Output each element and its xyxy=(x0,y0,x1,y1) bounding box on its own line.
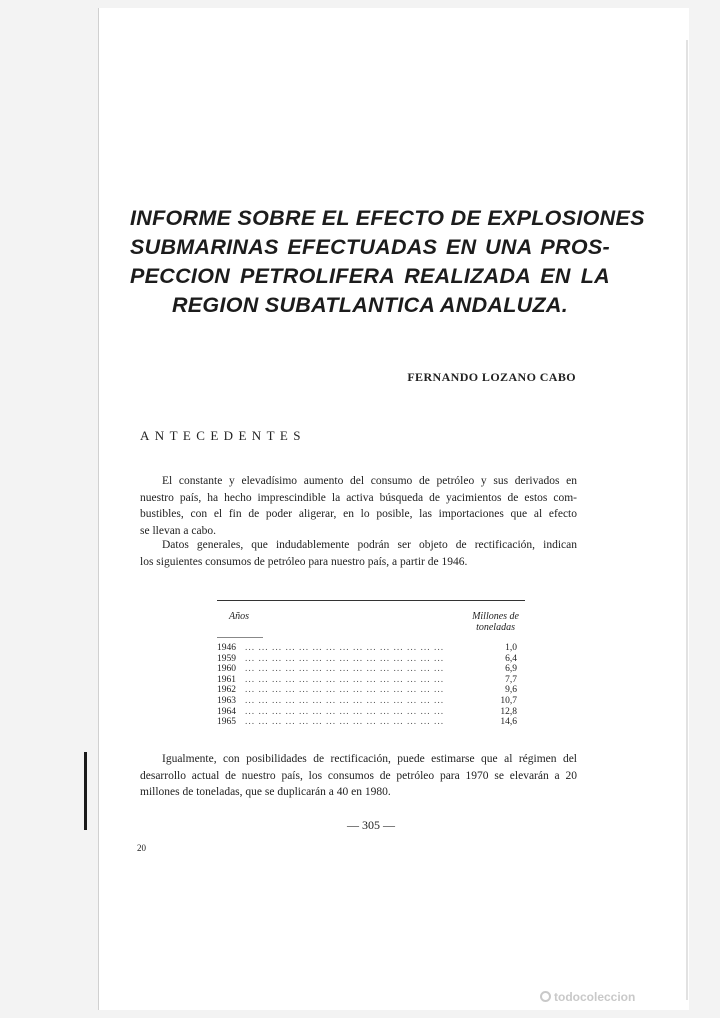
row-value: 1,0 xyxy=(505,643,517,653)
paragraph-line: Datos generales, que indudablemente podrán ser objeto de rectificación, indican xyxy=(162,539,577,551)
header-years: Años xyxy=(229,611,249,622)
section-heading: ANTECEDENTES xyxy=(140,428,306,443)
row-value: 6,9 xyxy=(505,664,517,675)
row-year: 1960 xyxy=(217,664,236,675)
row-value: 14,6 xyxy=(500,717,517,728)
row-leader-dots: ... ... ... ... ... ... ... ... ... ... ... ... ... ... ... xyxy=(245,664,445,675)
page-edge xyxy=(686,40,688,1000)
header-values xyxy=(472,611,519,633)
table-row xyxy=(217,696,525,707)
binding-mark xyxy=(84,752,87,830)
header-underline xyxy=(217,637,263,638)
watermark xyxy=(540,990,635,1004)
row-year: 1959 xyxy=(217,653,236,664)
row-year: 1962 xyxy=(217,685,236,696)
watermark-text: todocoleccion xyxy=(554,990,636,1004)
row-leader-dots: ... ... ... ... ... ... ... ... ... ... ... ... ... ... ... xyxy=(245,653,445,664)
row-year: 1965 xyxy=(217,717,236,728)
title-line: SUBMARINAS EFECTUADAS EN UNA PROS- xyxy=(130,235,610,259)
row-leader-dots: ... ... ... ... ... ... ... ... ... ... ... ... ... ... ... xyxy=(245,674,445,685)
paragraph-forecast xyxy=(140,751,577,801)
table-row xyxy=(217,685,525,696)
header-values-line: Millones de xyxy=(472,611,519,622)
margin-number: 20 xyxy=(137,843,146,853)
paragraph-line: nuestro país, ha hecho imprescindible la activa búsqueda de yacimientos de estos com- xyxy=(140,491,577,504)
document-title xyxy=(130,204,645,320)
row-value: 12,8 xyxy=(500,706,517,717)
row-leader-dots: ... ... ... ... ... ... ... ... ... ... ... ... ... ... ... xyxy=(245,685,445,696)
row-leader-dots: ... ... ... ... ... ... ... ... ... ... ... ... ... ... ... xyxy=(245,706,445,717)
row-leader-dots: ... ... ... ... ... ... ... ... ... ... ... ... ... ... ... xyxy=(245,717,445,728)
row-value: 9,6 xyxy=(505,685,517,696)
row-year: 1964 xyxy=(217,706,236,717)
row-value: 10,7 xyxy=(500,695,517,706)
row-year: 1963 xyxy=(217,695,236,706)
table-body xyxy=(217,643,525,728)
paragraph-line: bustibles, con el fin de poder aligerar, en lo posible, las importaciones que al efecto xyxy=(140,508,577,520)
title-line: REGION SUBATLANTICA ANDALUZA. xyxy=(171,293,569,317)
paragraph-line: El constante y elevadísimo aumento del consumo de petróleo y sus derivados en xyxy=(162,475,577,487)
paragraph-line: los siguientes consumos de petróleo para nuestro país, a partir de 1946. xyxy=(140,555,468,568)
table-row xyxy=(217,664,525,675)
table-row xyxy=(217,654,525,665)
header-values-line: toneladas xyxy=(476,622,515,633)
row-value: 6,4 xyxy=(505,653,517,664)
row-year: 1946 xyxy=(217,643,236,653)
row-leader-dots: ... ... ... ... ... ... ... ... ... ... ... ... ... ... ... xyxy=(245,695,445,706)
author-name: FERNANDO LOZANO CABO xyxy=(407,370,576,384)
watermark-logo-icon xyxy=(540,991,551,1002)
paragraph-line: se llevan a cabo. xyxy=(140,524,216,537)
paragraph-data xyxy=(140,537,577,570)
paragraph-line: Igualmente, con posibilidades de rectificación, puede estimarse que al régimen del xyxy=(162,753,577,765)
page-number: — 305 — xyxy=(347,818,395,832)
table-row xyxy=(217,675,525,686)
row-year: 1961 xyxy=(217,674,236,685)
consumption-table xyxy=(217,600,525,728)
table-row xyxy=(217,717,525,728)
title-line: INFORME SOBRE EL EFECTO DE EXPLOSIONES xyxy=(130,206,645,230)
title-line: PECCION PETROLIFERA REALIZADA EN LA xyxy=(130,264,610,288)
paragraph-line: millones de toneladas, que se duplicarán a 40 en 1980. xyxy=(140,786,391,798)
paragraph-intro xyxy=(140,473,577,539)
paragraph-line: desarrollo actual de nuestro país, los consumos de petróleo para 1970 se elevarán a 20 xyxy=(140,769,577,782)
row-value: 7,7 xyxy=(505,674,517,685)
table-header xyxy=(217,601,525,635)
row-leader-dots: ... ... ... ... ... ... ... ... ... ... ... ... ... ... ... xyxy=(245,643,445,653)
table-row xyxy=(217,707,525,718)
table-row xyxy=(217,643,525,654)
